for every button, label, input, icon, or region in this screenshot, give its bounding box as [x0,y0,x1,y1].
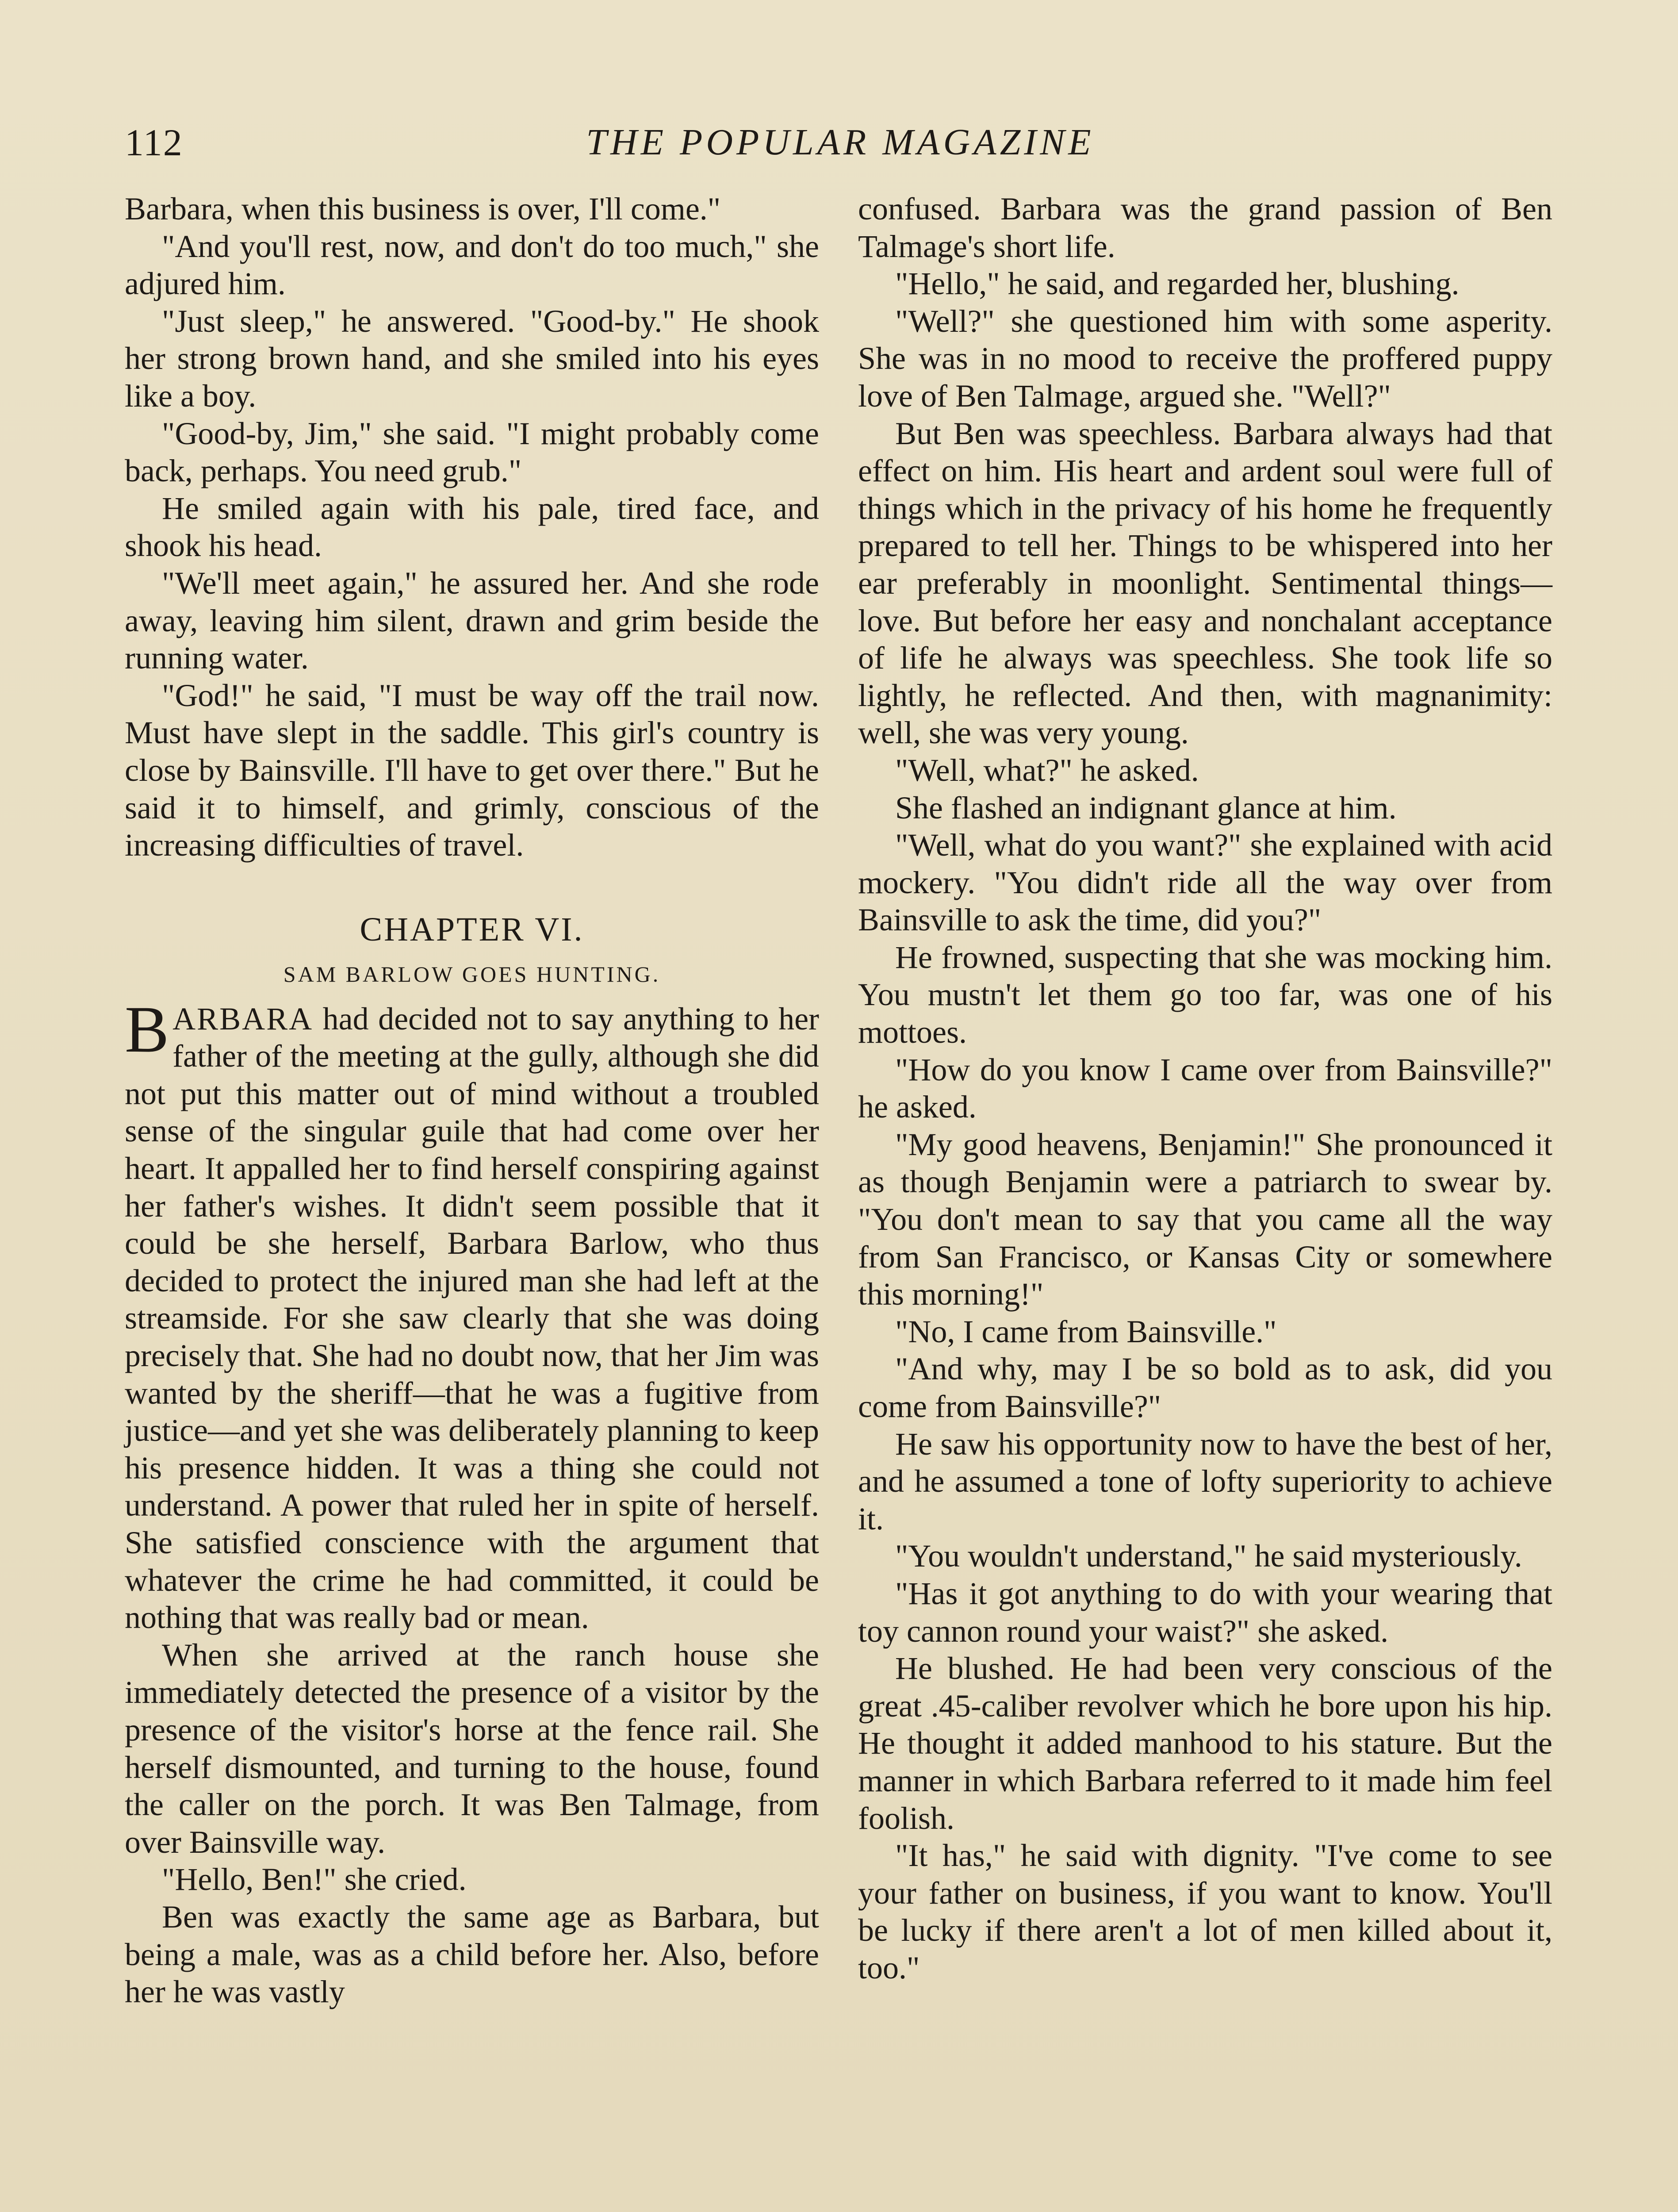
paragraph: "Hello, Ben!" she cried. [162,1862,467,1897]
paragraph: "Has it got anything to do with your wearing that toy cannon round your waist?" she asked. [858,1575,1552,1649]
opening-text: had decided not to say anything to her father of the meeting at the gully, although she did not put this matter out of mind without a troubled sense of the singular guile that had come over her heart. It appalled her to find herself conspiring against her father's wishes. It didn't seem possible that it could be she herself, Barbara Barlow, who thus decided to protect the injured man she had left at the streamside. For she saw clearly that she was doing precisely that. She had no doubt now, that her Jim was wanted by the sheriff—that he was a fugitive from justice—and yet she was deliberately planning to keep his presence hidden. It was a thing she could not understand. A power that ruled her in spite of herself. She satisfied conscience with the argument that whatever the crime he had committed, it could be nothing that was really bad or mean. [125,1001,819,1636]
paragraph: "How do you know I came over from Bainsville?" he asked. [858,1052,1552,1125]
paragraph: But Ben was speechless. Barbara always had that effect on him. His heart and ardent soul were full of things which in the privacy of his home he frequently prepared to tell her. Things to be whispered into her ear preferably in moonlight. Sentimental things—love. But before her easy and nonchalant acceptance of life he always was speechless. She took life so lightly, he reflected. And then, with magnanimity: well, she was very young. [858,415,1552,751]
paragraph: "God!" he said, "I must be way off the trail now. Must have slept in the saddle. This girl's country is close by Bainsville. I'll have to get over there." But he said it to himself, and grimly, conscious of the increasing difficulties of travel. [125,677,819,863]
paragraph: "And why, may I be so bold as to ask, did you come from Bainsville?" [858,1351,1552,1424]
chapter-subtitle: SAM BARLOW GOES HUNTING. [283,961,661,987]
paragraph: "No, I came from Bainsville." [895,1313,1277,1349]
paragraph: "Well?" she questioned him with some asperity. She was in no mood to receive the proffered puppy love of Ben Talmage, argued she. "Well?" [858,303,1552,414]
chapter-title: CHAPTER VI. [360,910,584,948]
paragraph: "We'll meet again," he assured her. And she rode away, leaving him silent, drawn and grim beside the running water. [125,565,819,676]
paragraph: He blushed. He had been very conscious of the great .45-caliber revolver which he bore upon his hip. He thought it added manhood to his stature. But the manner in which Barbara referred to it made him feel foolish. [858,1651,1552,1836]
drop-cap: B [125,992,169,1066]
paragraph: "Just sleep," he answered. "Good-by." He shook her strong brown hand, and she smiled into his eyes like a boy. [125,303,819,414]
opening-small-caps: ARBARA [172,1001,314,1037]
left-column [125,190,819,2011]
paragraph: She flashed an indignant glance at him. [895,790,1397,826]
paragraph: He frowned, suspecting that she was mocking him. You mustn't let them go too far, was one of his mottoes. [858,939,1552,1050]
chapter-opening-paragraph [125,992,819,1636]
paragraph: "And you'll rest, now, and don't do too much," she adjured him. [125,228,819,302]
paragraph: "It has," he said with dignity. "I've come to see your father on business, if you want to know. You'll be lucky if there aren't a lot of men killed about it, too." [858,1838,1552,1985]
chapter-heading [125,907,819,994]
running-title: THE POPULAR MAGAZINE [586,122,1095,163]
paragraph: He smiled again with his pale, tired face, and shook his head. [125,490,819,564]
paragraph: "Well, what do you want?" she explained with acid mockery. "You didn't ride all the way over from Bainsville to ask the time, did you?" [858,827,1552,938]
right-column [858,190,1552,1987]
paragraph: When she arrived at the ranch house she immediately detected the presence of a visitor by the presence of the visitor's horse at the fence rail. She herself dismounted, and turning to the house, found the caller on the porch. It was Ben Talmage, from over Bainsville way. [125,1637,819,1860]
paragraph: "Well, what?" he asked. [895,752,1199,788]
page-number: 112 [125,121,183,164]
paragraph: He saw his opportunity now to have the best of her, and he assumed a tone of lofty superiority to achieve it. [858,1426,1552,1536]
page-header [125,116,1556,169]
paragraph: confused. Barbara was the grand passion of Ben Talmage's short life. [858,191,1552,264]
paragraph: Barbara, when this business is over, I'll come." [125,191,721,227]
paragraph: "My good heavens, Benjamin!" She pronounced it as though Benjamin were a patriarch to swear by. "You don't mean to say that you came all the way from San Francisco, or Kansas City or somewhere this morning!" [858,1126,1552,1312]
paragraph: "Good-by, Jim," she said. "I might probably come back, perhaps. You need grub." [125,415,819,489]
paragraph: Ben was exactly the same age as Barbara, but being a male, was as a child before her. Also, before her he was vastly [125,1899,819,2010]
paragraph: "Hello," he said, and regarded her, blushing. [895,266,1460,302]
paragraph: "You wouldn't understand," he said mysteriously. [895,1538,1522,1574]
